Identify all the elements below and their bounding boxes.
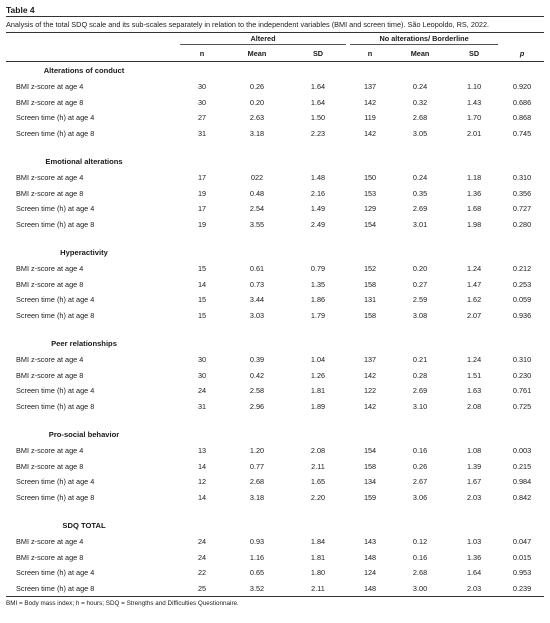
table-row <box>6 581 544 597</box>
table-figure <box>6 4 544 607</box>
table-cell: 0.73 <box>249 279 265 289</box>
table-cell: 3.03 <box>249 310 265 320</box>
table-cell: 2.69 <box>412 204 428 214</box>
table-cell: 1.65 <box>310 477 326 487</box>
section-title: SDQ TOTAL <box>62 521 106 530</box>
table-cell: 1.63 <box>466 386 482 396</box>
table-cell: 142 <box>363 370 377 380</box>
table-cell: 0.310 <box>512 355 532 365</box>
table-cell: 3.00 <box>392 581 448 597</box>
table-cell: 142 <box>363 401 377 411</box>
table-cell: 3.05 <box>412 128 428 138</box>
table-row <box>6 110 544 126</box>
table-row <box>6 170 544 186</box>
table-cell: 2.16 <box>310 188 326 198</box>
table-cell: 0.26 <box>412 461 428 471</box>
row-label: Screen time (h) at age 4 <box>16 568 95 578</box>
table-cell: 3.06 <box>412 492 428 502</box>
table-cell: 2.54 <box>249 204 265 214</box>
table-cell: 0.20 <box>412 264 428 274</box>
table-cell: 1.24 <box>466 264 482 274</box>
row-label: BMI z-score at age 8 <box>16 370 84 380</box>
table-cell: 15 <box>197 295 207 305</box>
table-cell: 152 <box>363 264 377 274</box>
table-cell: 1.24 <box>466 355 482 365</box>
table-footnote: BMI = Body mass index; h = hours; SDQ = Strengths and Difficulties Questionnaire. <box>6 600 239 607</box>
group-header-row <box>6 33 544 46</box>
table-cell: 0.310 <box>512 173 532 183</box>
table-cell: 159 <box>363 492 377 502</box>
table-cell: 2.08 <box>310 446 326 456</box>
column-header: Mean <box>392 46 448 62</box>
row-label: Screen time (h) at age 8 <box>16 492 95 502</box>
table-cell: 1.47 <box>466 279 482 289</box>
table-cell: 2.69 <box>412 386 428 396</box>
table-cell: 0.745 <box>512 128 532 138</box>
table-cell: 30 <box>197 370 207 380</box>
table-cell: 0.920 <box>512 82 532 92</box>
table-cell: 0.48 <box>249 188 265 198</box>
table-cell: 0.26 <box>249 82 265 92</box>
table-cell: 150 <box>363 173 377 183</box>
column-header: SD <box>448 46 500 62</box>
table-cell: 153 <box>363 188 377 198</box>
table-cell: 0.65 <box>249 568 265 578</box>
section-title: Emotional alterations <box>45 157 123 166</box>
section-spacer <box>6 505 544 517</box>
table-row <box>6 474 544 490</box>
table-cell: 0.35 <box>412 188 428 198</box>
row-label: Screen time (h) at age 4 <box>16 477 95 487</box>
table-cell: 0.003 <box>512 446 532 456</box>
table-row <box>6 534 544 550</box>
table-cell: 0.215 <box>512 461 532 471</box>
table-row <box>6 186 544 202</box>
table-row <box>6 95 544 111</box>
column-header-row <box>6 46 544 62</box>
row-label: Screen time (h) at age 8 <box>16 128 95 138</box>
row-label: BMI z-score at age 4 <box>16 264 84 274</box>
table-cell: 1.49 <box>310 204 326 214</box>
table-cell: 1.39 <box>466 461 482 471</box>
section-header-row <box>6 517 544 534</box>
section-title: Pro-social behavior <box>48 430 120 439</box>
table-cell: 3.18 <box>249 128 265 138</box>
table-cell: 137 <box>363 355 377 365</box>
table-cell: 131 <box>363 295 377 305</box>
table-row <box>6 399 544 415</box>
table-cell: 1.43 <box>466 97 482 107</box>
table-cell: 129 <box>363 204 377 214</box>
table-cell: 1.36 <box>466 552 482 562</box>
row-label: BMI z-score at age 4 <box>16 537 84 547</box>
table-cell: 158 <box>363 279 377 289</box>
section-header-row <box>6 244 544 261</box>
table-cell: 30 <box>197 97 207 107</box>
table-cell: 25 <box>178 581 226 597</box>
table-cell: 158 <box>363 310 377 320</box>
table-cell: 1.18 <box>466 173 482 183</box>
section-header-row <box>6 153 544 170</box>
table-cell: 1.16 <box>249 552 265 562</box>
table-cell: 1.64 <box>466 568 482 578</box>
table-cell: 1.81 <box>310 386 326 396</box>
table-row <box>6 277 544 293</box>
table-cell: 1.79 <box>310 310 326 320</box>
section-spacer <box>6 323 544 335</box>
row-label: BMI z-score at age 8 <box>16 188 84 198</box>
table-row <box>6 459 544 475</box>
table-cell: 2.08 <box>466 401 482 411</box>
table-cell: 0.356 <box>512 188 532 198</box>
section-title: Peer relationships <box>51 339 117 348</box>
table-cell: 1.67 <box>466 477 482 487</box>
table-cell: 12 <box>197 477 207 487</box>
row-label: Screen time (h) at age 4 <box>16 204 95 214</box>
table-cell: 2.68 <box>249 477 265 487</box>
table-cell: 148 <box>348 581 392 597</box>
table-cell: 1.48 <box>310 173 326 183</box>
table-cell: 0.28 <box>412 370 428 380</box>
column-header: Mean <box>226 46 288 62</box>
table-cell: 24 <box>197 537 207 547</box>
row-label: BMI z-score at age 8 <box>16 279 84 289</box>
table-cell: 1.08 <box>466 446 482 456</box>
table-cell: 1.86 <box>310 295 326 305</box>
table-cell: 148 <box>363 552 377 562</box>
table-row <box>6 383 544 399</box>
table-cell: 2.23 <box>310 128 326 138</box>
table-cell: 0.230 <box>512 370 532 380</box>
row-label: BMI z-score at age 8 <box>16 461 84 471</box>
table-cell: 1.26 <box>310 370 326 380</box>
row-label: BMI z-score at age 4 <box>16 82 84 92</box>
table-cell: 143 <box>363 537 377 547</box>
table-cell: 0.059 <box>512 295 532 305</box>
table-cell: 0.984 <box>512 477 532 487</box>
section-header-row <box>6 426 544 443</box>
section-title: Hyperactivity <box>60 248 108 257</box>
table-cell: 0.93 <box>249 537 265 547</box>
table-cell: 1.98 <box>466 219 482 229</box>
table-cell: 31 <box>197 128 207 138</box>
table-cell: 2.96 <box>249 401 265 411</box>
table-cell: 2.68 <box>412 113 428 123</box>
table-cell: 15 <box>197 310 207 320</box>
table-cell: 1.04 <box>310 355 326 365</box>
table-cell: 0.79 <box>310 264 326 274</box>
table-cell: 022 <box>250 173 264 183</box>
table-cell: 0.12 <box>412 537 428 547</box>
table-cell: 0.27 <box>412 279 428 289</box>
table-cell: 1.80 <box>310 568 326 578</box>
row-label: BMI z-score at age 4 <box>16 173 84 183</box>
row-label: Screen time (h) at age 4 <box>16 295 95 305</box>
table-cell: 1.51 <box>466 370 482 380</box>
table-cell: 3.44 <box>249 295 265 305</box>
row-label: BMI z-score at age 8 <box>16 97 84 107</box>
table-cell: 1.84 <box>310 537 326 547</box>
table-cell: 14 <box>197 461 207 471</box>
column-header: p <box>500 46 544 62</box>
table-cell: 0.20 <box>249 97 265 107</box>
table-row <box>6 368 544 384</box>
table-cell: 2.59 <box>412 295 428 305</box>
table-cell: 0.61 <box>249 264 265 274</box>
table-row <box>6 550 544 566</box>
column-header: SD <box>288 46 348 62</box>
table-row <box>6 308 544 324</box>
table-cell: 14 <box>197 492 207 502</box>
table-cell: 0.868 <box>512 113 532 123</box>
column-header: n <box>178 46 226 62</box>
table-cell: 0.725 <box>512 401 532 411</box>
table-row <box>6 565 544 581</box>
table-cell: 2.49 <box>310 219 326 229</box>
table-cell: 27 <box>197 113 207 123</box>
row-label: BMI z-score at age 8 <box>16 552 84 562</box>
table-cell: 31 <box>197 401 207 411</box>
table-cell: 1.03 <box>466 537 482 547</box>
table-cell: 2.03 <box>466 492 482 502</box>
table-cell: 2.01 <box>466 128 482 138</box>
table-cell: 0.39 <box>249 355 265 365</box>
table-cell: 3.01 <box>412 219 428 229</box>
table-label: Table 4 <box>6 5 35 15</box>
table-cell: 0.32 <box>412 97 428 107</box>
table-cell: 0.77 <box>249 461 265 471</box>
row-label: BMI z-score at age 4 <box>16 446 84 456</box>
group-header-no-alterations: No alterations/ Borderline <box>348 33 500 46</box>
table-cell: 1.81 <box>310 552 326 562</box>
table-row <box>6 126 544 142</box>
table-cell: 1.62 <box>466 295 482 305</box>
section-title: Alterations of conduct <box>43 66 125 75</box>
table-row <box>6 352 544 368</box>
table-row <box>6 217 544 233</box>
table-cell: 0.24 <box>412 82 428 92</box>
table-cell: 3.52 <box>226 581 288 597</box>
table-cell: 2.63 <box>249 113 265 123</box>
table-cell: 137 <box>363 82 377 92</box>
table-caption: Analysis of the total SDQ scale and its sub-scales separately in relation to the independent variables (BMI and screen time). São Leopoldo, RS, 2022. <box>6 16 544 33</box>
row-label: Screen time (h) at age 4 <box>16 113 95 123</box>
table-cell: 13 <box>197 446 207 456</box>
section-spacer <box>6 414 544 426</box>
table-cell: 30 <box>197 82 207 92</box>
table-cell: 0.24 <box>412 173 428 183</box>
table-cell: 19 <box>197 188 207 198</box>
table-cell: 1.68 <box>466 204 482 214</box>
table-cell: 124 <box>363 568 377 578</box>
table-cell: 0.16 <box>412 552 428 562</box>
table-cell: 2.11 <box>311 461 325 471</box>
table-cell: 1.36 <box>466 188 482 198</box>
table-cell: 0.953 <box>512 568 532 578</box>
table-cell: 2.20 <box>310 492 326 502</box>
table-cell: 17 <box>197 204 207 214</box>
table-cell: 0.686 <box>512 97 532 107</box>
table-cell: 154 <box>363 219 377 229</box>
table-row <box>6 261 544 277</box>
table-cell: 0.727 <box>512 204 532 214</box>
table-cell: 0.015 <box>512 552 532 562</box>
table-row <box>6 79 544 95</box>
table-cell: 19 <box>197 219 207 229</box>
table-cell: 1.20 <box>249 446 265 456</box>
table-cell: 2.11 <box>288 581 348 597</box>
table-cell: 2.68 <box>412 568 428 578</box>
table-cell: 0.212 <box>512 264 532 274</box>
table-cell: 2.67 <box>412 477 428 487</box>
table-cell: 2.58 <box>249 386 265 396</box>
row-label: Screen time (h) at age 8 <box>16 219 95 229</box>
table-cell: 3.55 <box>249 219 265 229</box>
table-cell: 3.10 <box>412 401 428 411</box>
table-cell: 22 <box>197 568 207 578</box>
table-cell: 1.70 <box>466 113 482 123</box>
row-label: Screen time (h) at age 8 <box>6 581 178 597</box>
table-row <box>6 490 544 506</box>
table-cell: 3.18 <box>249 492 265 502</box>
table-cell: 0.16 <box>412 446 428 456</box>
table-cell: 1.10 <box>466 82 482 92</box>
section-header-row <box>6 62 544 80</box>
table-cell: 15 <box>197 264 207 274</box>
sdq-table <box>6 33 544 597</box>
row-label: BMI z-score at age 4 <box>16 355 84 365</box>
table-cell: 3.08 <box>412 310 428 320</box>
table-cell: 142 <box>363 128 377 138</box>
table-row <box>6 443 544 459</box>
table-cell: 17 <box>197 173 207 183</box>
table-cell: 30 <box>197 355 207 365</box>
table-cell: 0.253 <box>512 279 532 289</box>
table-cell: 1.35 <box>310 279 326 289</box>
table-cell: 1.50 <box>310 113 326 123</box>
column-header: n <box>348 46 392 62</box>
group-header-altered: Altered <box>178 33 348 46</box>
row-label: Screen time (h) at age 4 <box>16 386 95 396</box>
table-cell: 24 <box>197 386 207 396</box>
row-label: Screen time (h) at age 8 <box>16 310 95 320</box>
table-cell: 14 <box>197 279 207 289</box>
table-cell: 0.047 <box>512 537 532 547</box>
section-header-row <box>6 335 544 352</box>
table-cell: 24 <box>197 552 207 562</box>
table-cell: 0.761 <box>512 386 532 396</box>
table-cell: 0.42 <box>249 370 265 380</box>
table-row <box>6 292 544 308</box>
table-cell: 2.07 <box>466 310 482 320</box>
row-label: Screen time (h) at age 8 <box>16 401 95 411</box>
table-cell: 0.280 <box>512 219 532 229</box>
table-cell: 134 <box>363 477 377 487</box>
table-row <box>6 201 544 217</box>
table-cell: 154 <box>363 446 377 456</box>
table-cell: 1.89 <box>310 401 326 411</box>
table-cell: 0.842 <box>512 492 532 502</box>
table-cell: 119 <box>364 113 376 123</box>
table-cell: 1.64 <box>310 97 326 107</box>
table-cell: 0.21 <box>412 355 428 365</box>
table-cell: 0.936 <box>512 310 532 320</box>
section-spacer <box>6 232 544 244</box>
table-cell: 0.239 <box>500 581 544 597</box>
table-cell: 1.64 <box>310 82 326 92</box>
section-spacer <box>6 141 544 153</box>
table-body <box>6 62 544 597</box>
table-cell: 158 <box>363 461 377 471</box>
table-cell: 142 <box>363 97 377 107</box>
table-cell: 122 <box>363 386 377 396</box>
table-cell: 2.03 <box>448 581 500 597</box>
